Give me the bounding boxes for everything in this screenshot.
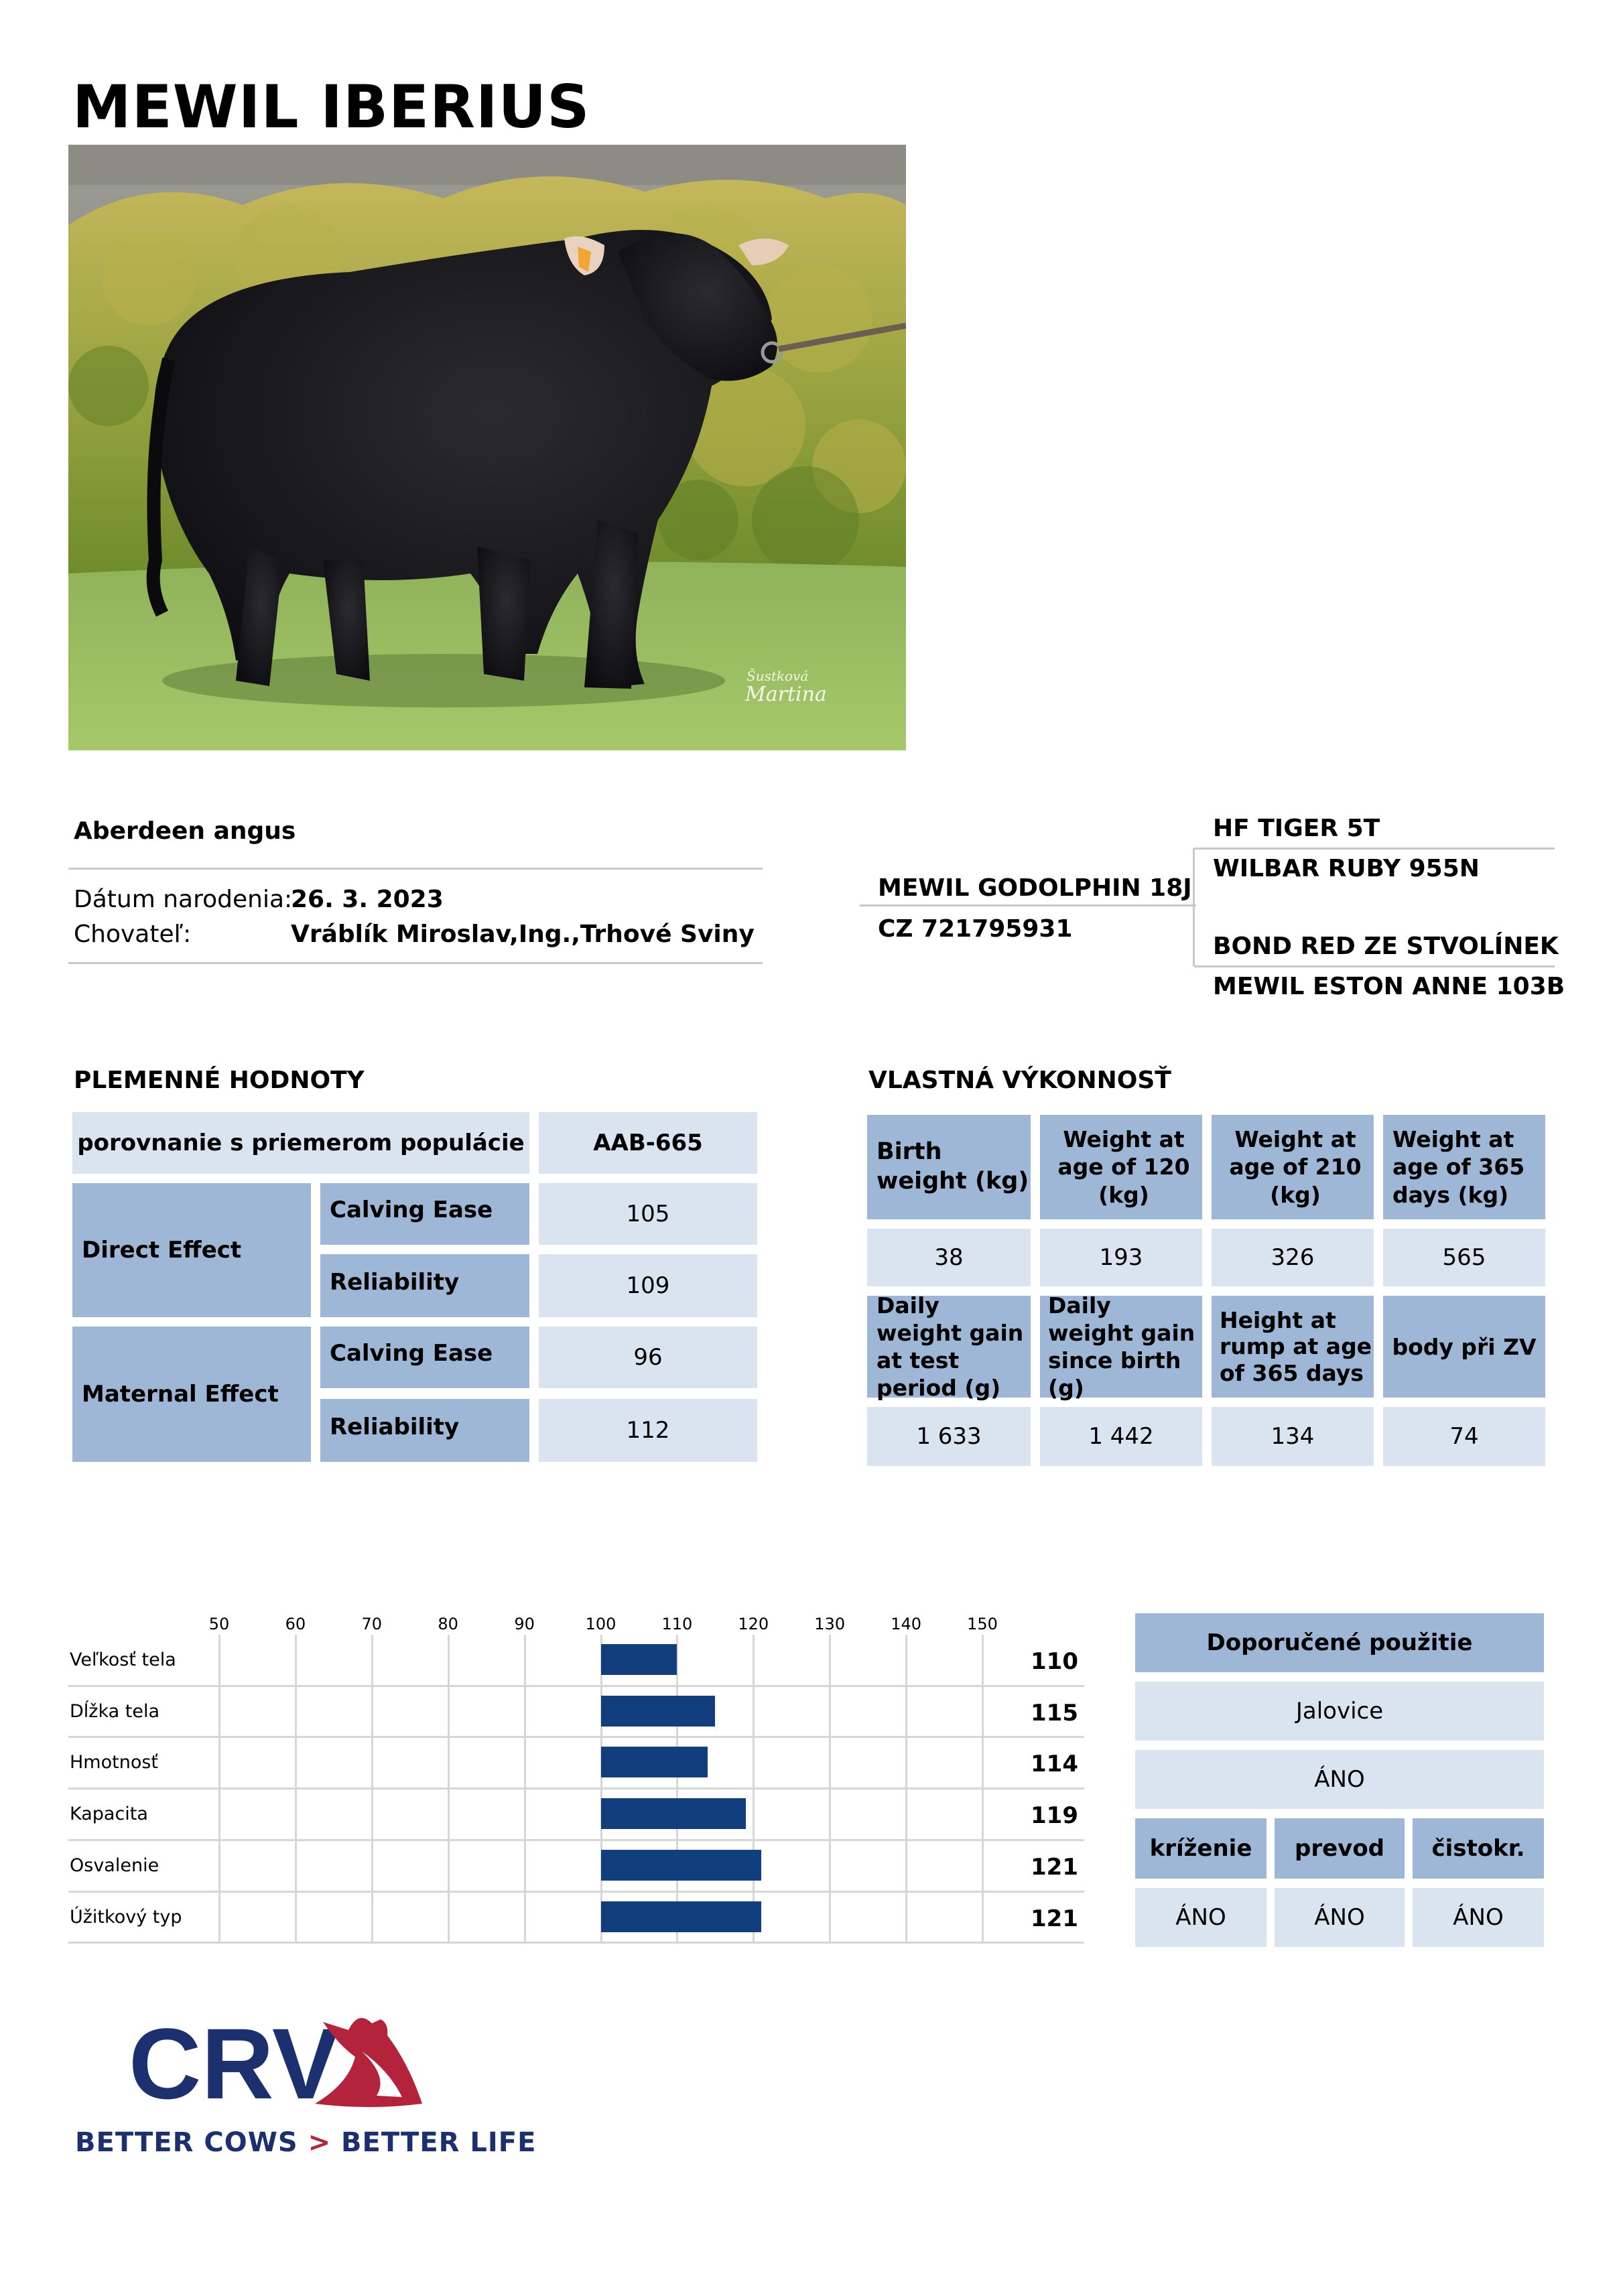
pedigree-dam-sire: BOND RED ZE STVOLÍNEK [1213,933,1559,960]
breeder-label: Chovateľ: [74,921,192,948]
use-purebred-label: čistokr. [1413,1818,1544,1879]
perf-header-weight-120: Weight at age of 120 (kg) [1040,1115,1202,1219]
recommended-use-heading: Doporučené použitie [1135,1613,1544,1672]
chart-bar [601,1798,746,1829]
pedigree-sire-id: CZ 721795931 [878,915,1073,943]
chart-tick-label: 90 [514,1615,535,1633]
perf-value-weight-210: 326 [1212,1229,1374,1286]
chart-tick-label: 140 [891,1615,921,1633]
chart-value-label: 119 [1031,1802,1078,1830]
chart-bar [601,1901,761,1932]
birth-date-value: 26. 3. 2023 [291,886,444,913]
use-upgrading-value: ÁNO [1275,1888,1405,1947]
divider [68,962,763,964]
direct-effect-label: Direct Effect [72,1183,311,1317]
maternal-reliability-value: 112 [539,1399,757,1462]
chart-value-label: 114 [1031,1751,1078,1778]
evaluation-code: AAB-665 [539,1112,757,1174]
perf-header-weight-365: Weight at age of 365 days (kg) [1383,1115,1545,1219]
use-upgrading-label: prevod [1275,1818,1405,1879]
breeding-values-heading: PLEMENNÉ HODNOTY [74,1067,365,1094]
maternal-effect-label: Maternal Effect [72,1327,311,1462]
use-crossbreeding-label: kríženie [1135,1818,1267,1879]
chart-bar [601,1747,708,1777]
chart-tick-label: 70 [361,1615,383,1633]
pedigree-line [1194,965,1555,967]
maternal-calving-ease-value: 96 [539,1327,757,1388]
chart-tick-label: 50 [208,1615,230,1633]
perf-value-weight-120: 193 [1040,1229,1202,1286]
chart-value-label: 110 [1031,1648,1078,1675]
direct-calving-ease-value: 105 [539,1183,757,1245]
tagline-part2: BETTER LIFE [341,2127,537,2158]
pedigree-line [1194,848,1555,850]
chart-row-divider [68,1942,1084,1944]
chart-bar [601,1644,677,1675]
divider [68,868,763,870]
use-crossbreeding-value: ÁNO [1135,1888,1267,1947]
pedigree-sire-sire: HF TIGER 5T [1213,815,1380,842]
perf-value-body-zv: 74 [1383,1407,1545,1466]
logo-text: CRV [129,2007,339,2120]
breeder-value: Vráblík Miroslav,Ing.,Trhové Sviny [291,921,755,948]
chart-value-label: 115 [1031,1699,1078,1727]
breed: Aberdeen angus [74,817,296,845]
maternal-calving-ease-label: Calving Ease [320,1327,529,1388]
perf-value-birth-weight: 38 [867,1229,1031,1286]
heifers-value: ÁNO [1135,1750,1544,1809]
pedigree-dam: MEWIL ESTON ANNE 103B [1213,973,1565,1000]
perf-header-body-zv: body při ZV [1383,1296,1545,1398]
page-title: MEWIL IBERIUS [72,72,590,141]
chart-category-label: Kapacita [70,1804,148,1825]
chart-value-label: 121 [1031,1905,1078,1932]
chart-tick-label: 80 [438,1615,458,1633]
direct-reliability-value: 109 [539,1254,757,1317]
tagline-arrow-icon: > [308,2127,332,2158]
birth-date-label: Dátum narodenia: [74,886,293,913]
use-purebred-value: ÁNO [1413,1888,1544,1947]
chart-category-label: Veľkosť tela [70,1649,176,1670]
chart-value-label: 121 [1031,1853,1078,1881]
perf-header-weight-210: Weight at age of 210 (kg) [1212,1115,1374,1219]
chart-category-label: Dĺžka tela [70,1700,159,1722]
tagline [75,2127,536,2158]
direct-reliability-label: Reliability [320,1254,529,1317]
perf-value-weight-365: 565 [1383,1229,1545,1286]
pedigree-sire-dam: WILBAR RUBY 955N [1213,855,1480,882]
chart-row-divider [68,1685,1084,1687]
tagline-part1: BETTER COWS [75,2127,298,2158]
chart-tick-label: 120 [738,1615,769,1633]
chart-tick-label: 60 [285,1615,306,1633]
perf-header-height-rump: Height at rump at age of 365 days [1212,1296,1374,1398]
chart-row-divider [68,1736,1084,1738]
chart-row-divider [68,1787,1084,1789]
perf-header-birth-weight: Birth weight (kg) [867,1115,1031,1219]
performance-heading: VLASTNÁ VÝKONNOSŤ [868,1067,1171,1094]
chart-tick-label: 150 [967,1615,998,1633]
compare-label: porovnanie s priemerom populácie [72,1112,529,1174]
chart-tick-label: 110 [661,1615,693,1633]
chart-tick-label: 100 [585,1615,616,1633]
chart-category-label: Úžitkový typ [70,1906,182,1928]
heifers-label: Jalovice [1135,1682,1544,1741]
chart-row-divider [68,1891,1084,1893]
pedigree-line [1193,848,1195,966]
perf-value-height-rump: 134 [1212,1407,1374,1466]
bull-photo [68,145,906,750]
perf-header-daily-gain-test: Daily weight gain at test period (g) [867,1296,1031,1398]
chart-category-label: Osvalenie [70,1854,159,1876]
photo-watermark-line2: Martina [745,683,827,706]
pedigree-sire: MEWIL GODOLPHIN 18J [878,874,1192,902]
chart-bar [601,1850,761,1881]
chart-row-divider [68,1839,1084,1841]
pedigree-line [860,904,1196,906]
maternal-reliability-label: Reliability [320,1399,529,1462]
chart-category-label: Hmotnosť [70,1752,158,1773]
chart-bar [601,1696,716,1727]
chart-tick-label: 130 [814,1615,846,1633]
perf-header-daily-gain-birth: Daily weight gain since birth (g) [1040,1296,1202,1398]
perf-value-daily-gain-test: 1 633 [867,1407,1031,1466]
direct-calving-ease-label: Calving Ease [320,1183,529,1245]
perf-value-daily-gain-birth: 1 442 [1040,1407,1202,1466]
photo-watermark-line1: Šustková [746,668,809,684]
